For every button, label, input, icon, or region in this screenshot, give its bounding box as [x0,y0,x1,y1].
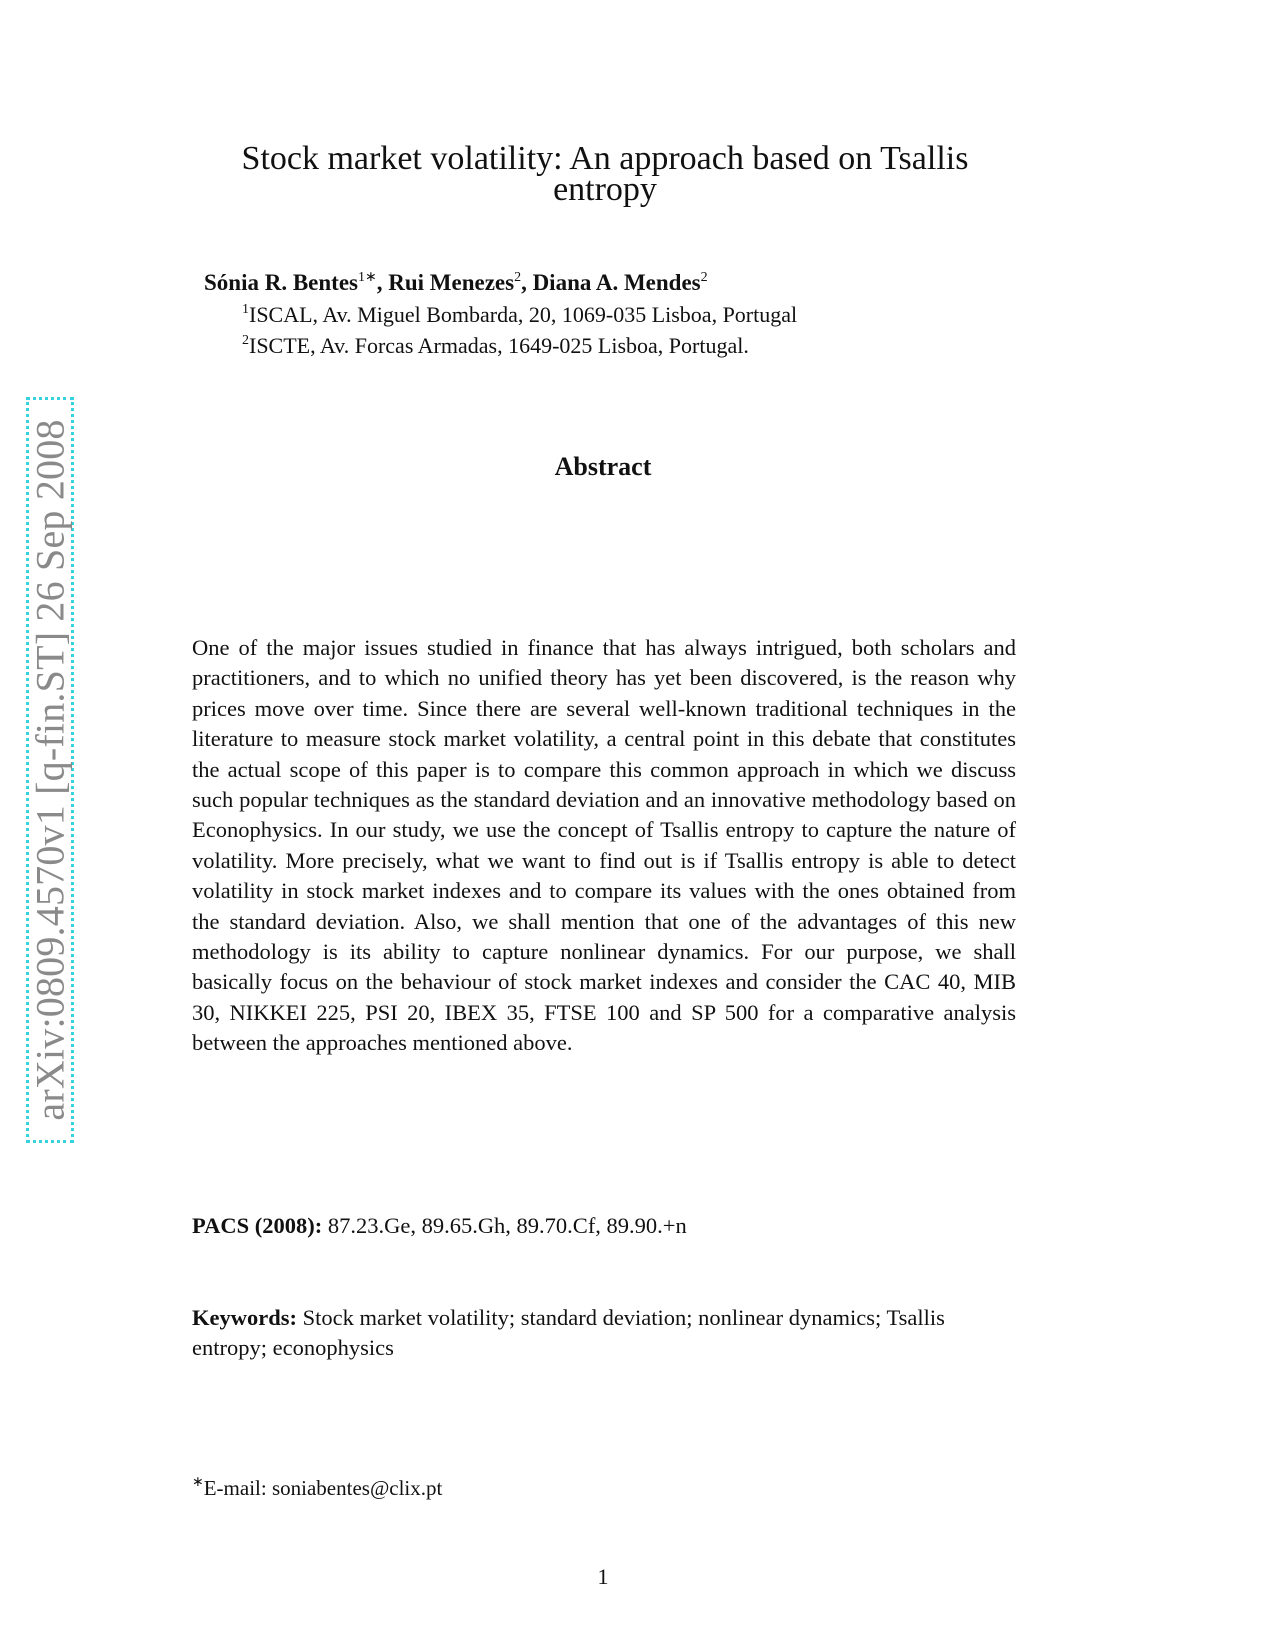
author-name: Sónia R. Bentes [204,270,358,295]
footnote-email: E-mail: soniabentes@clix.pt [203,1476,443,1500]
footnote-mark: ∗ [192,1475,204,1490]
affiliation-mark: 2 [242,333,249,348]
pacs-label: PACS (2008): [192,1213,323,1238]
keywords-list: Stock market volatility; standard deviation; nonlinear dynamics; Tsallis entropy; econophysics [192,1305,945,1361]
keywords-line [192,1303,1016,1364]
affiliation-text: ISCAL, Av. Miguel Bombarda, 20, 1069-035 Lisboa, Portugal [249,302,798,327]
author-affiliation-mark: 2 [514,270,522,285]
email-footnote [192,1476,442,1501]
author-separator: , [376,270,389,295]
abstract-text: One of the major issues studied in finance that has always intrigued, both scholars and practitioners, and to which no unified theory has yet been discovered, is the reason why prices move over time. Since there are several well-known traditional techniques in the literature to measure stock market volatility, a central point in this debate that constitutes the actual scope of this paper is to compare this common approach in which we discuss such popular techniques as the standard deviation and an innovative methodology based on Econophysics. In our study, we use the concept of Tsallis entropy to capture the nature of volatility. More precisely, what we want to find out is if Tsallis entropy is able to detect volatility in stock market indexes and to compare its values with the ones obtained from the standard deviation. Also, we shall mention that one of the advantages of this new methodology is its ability to capture nonlinear dynamics. For our purpose, we shall basically focus on the behaviour of stock market indexes and consider the CAC 40, MIB 30, NIKKEI 225, PSI 20, IBEX 35, FTSE 100 and SP 500 for a comparative analysis between the approaches mentioned above. [192,635,1016,1056]
author-affiliation-mark: 2 [700,270,708,285]
author-name: Diana A. Mendes [532,270,701,295]
arxiv-identifier-text: arXiv:0809.4570v1 [q-fin.ST] 26 Sep 2008 [27,419,73,1121]
affiliation-text: ISCTE, Av. Forcas Armadas, 1649-025 Lisboa, Portugal. [249,333,749,358]
pacs-line [192,1213,687,1239]
pacs-codes: 87.23.Ge, 89.65.Gh, 89.70.Cf, 89.90.+n [322,1213,687,1238]
abstract-heading: Abstract [554,452,652,481]
keywords-label: Keywords: [192,1305,297,1330]
author-separator: , [521,270,533,295]
affiliation-mark: 1 [242,302,249,317]
affiliation-line [242,333,749,359]
author-list [204,270,708,296]
arxiv-identifier-stamp [26,397,74,1143]
affiliation-line [242,302,797,328]
author-name: Rui Menezes [388,270,515,295]
paper-title: Stock market volatility: An approach based on Tsallis entropy [241,140,969,208]
author-affiliation-mark: 1∗ [358,270,377,285]
page-number: 1 [597,1564,609,1589]
